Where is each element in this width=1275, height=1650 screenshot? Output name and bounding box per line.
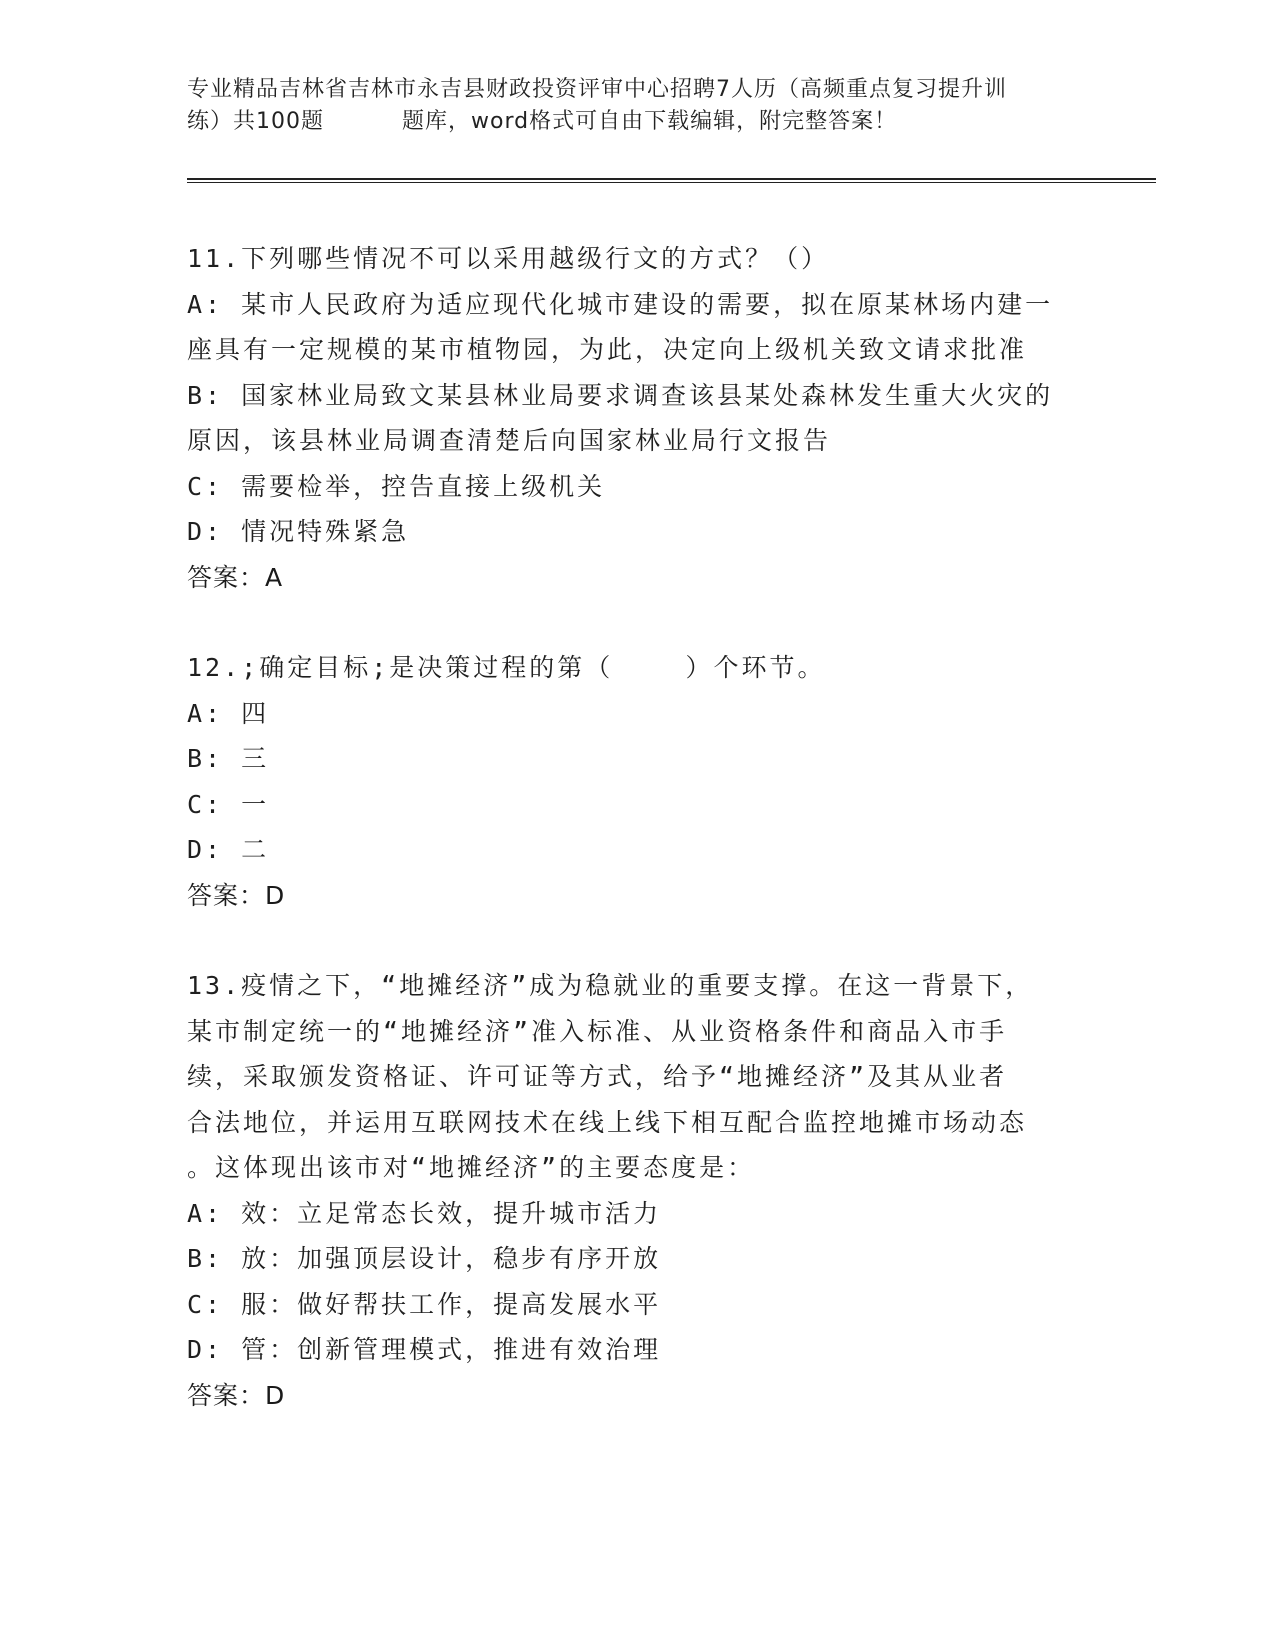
header-title-line-1: 专业精品吉林省吉林市永吉县财政投资评审中心招聘7人历（高频重点复习提升训 — [187, 77, 1007, 102]
question-stem-line-2: 某市制定统一的“地摊经济”准入标准、从业资格条件和商品入市手 — [187, 1016, 1008, 1046]
question-stem: 11.下列哪些情况不可以采用越级行文的方式？（） — [187, 244, 830, 273]
option-b: B: 三 — [187, 744, 270, 773]
question-stem-line-3: 续，采取颁发资格证、许可证等方式，给予“地摊经济”及其从业者 — [187, 1062, 1008, 1091]
option-d: D: 情况特殊紧急 — [187, 517, 410, 546]
document-header — [187, 74, 1087, 138]
question-stem: 12.;确定目标;是决策过程的第（ ）个环节。 — [187, 653, 826, 682]
question-11 — [187, 236, 1087, 600]
question-stem-line-1: 13.疫情之下，“地摊经济”成为稳就业的重要支撑。在这一背景下， — [187, 971, 1034, 1000]
option-c: C: 一 — [187, 789, 270, 819]
question-12 — [187, 645, 1087, 918]
option-a-line-1: A: 某市人民政府为适应现代化城市建设的需要，拟在原某林场内建一 — [187, 289, 1054, 319]
question-13 — [187, 963, 1087, 1418]
option-d: D: 管：创新管理模式，推进有效治理 — [187, 1335, 662, 1364]
question-stem-line-4: 合法地位，并运用互联网技术在线上线下相互配合监控地摊市场动态 — [187, 1107, 1028, 1137]
option-b: B: 放：加强顶层设计，稳步有序开放 — [187, 1244, 662, 1273]
answer: 答案：D — [187, 880, 286, 910]
question-list — [187, 236, 1087, 1418]
option-a-line-2: 座具有一定规模的某市植物园，为此，决定向上级机关致文请求批准 — [187, 335, 1028, 364]
header-title-right: 题库，word格式可自由下载编辑，附完整答案！ — [402, 109, 898, 134]
option-b-line-1: B: 国家林业局致文某县林业局要求调查该县某处森林发生重大火灾的 — [187, 380, 1054, 410]
option-b-line-2: 原因，该县林业局调查清楚后向国家林业局行文报告 — [187, 426, 832, 455]
option-d: D: 二 — [187, 835, 270, 864]
header-divider — [187, 178, 1156, 180]
header-title-left: 练）共100题 — [187, 109, 324, 134]
header-divider-thin — [187, 182, 1156, 183]
header-title-line-2 — [187, 106, 1087, 138]
option-a: A: 效：立足常态长效，提升城市活力 — [187, 1198, 662, 1228]
option-c: C: 服：做好帮扶工作，提高发展水平 — [187, 1289, 662, 1319]
answer: 答案：D — [187, 1380, 286, 1410]
question-stem-line-5: 。这体现出该市对“地摊经济”的主要态度是： — [187, 1153, 756, 1182]
option-a: A: 四 — [187, 698, 270, 728]
option-c: C: 需要检举，控告直接上级机关 — [187, 471, 606, 501]
answer: 答案：A — [187, 562, 284, 592]
